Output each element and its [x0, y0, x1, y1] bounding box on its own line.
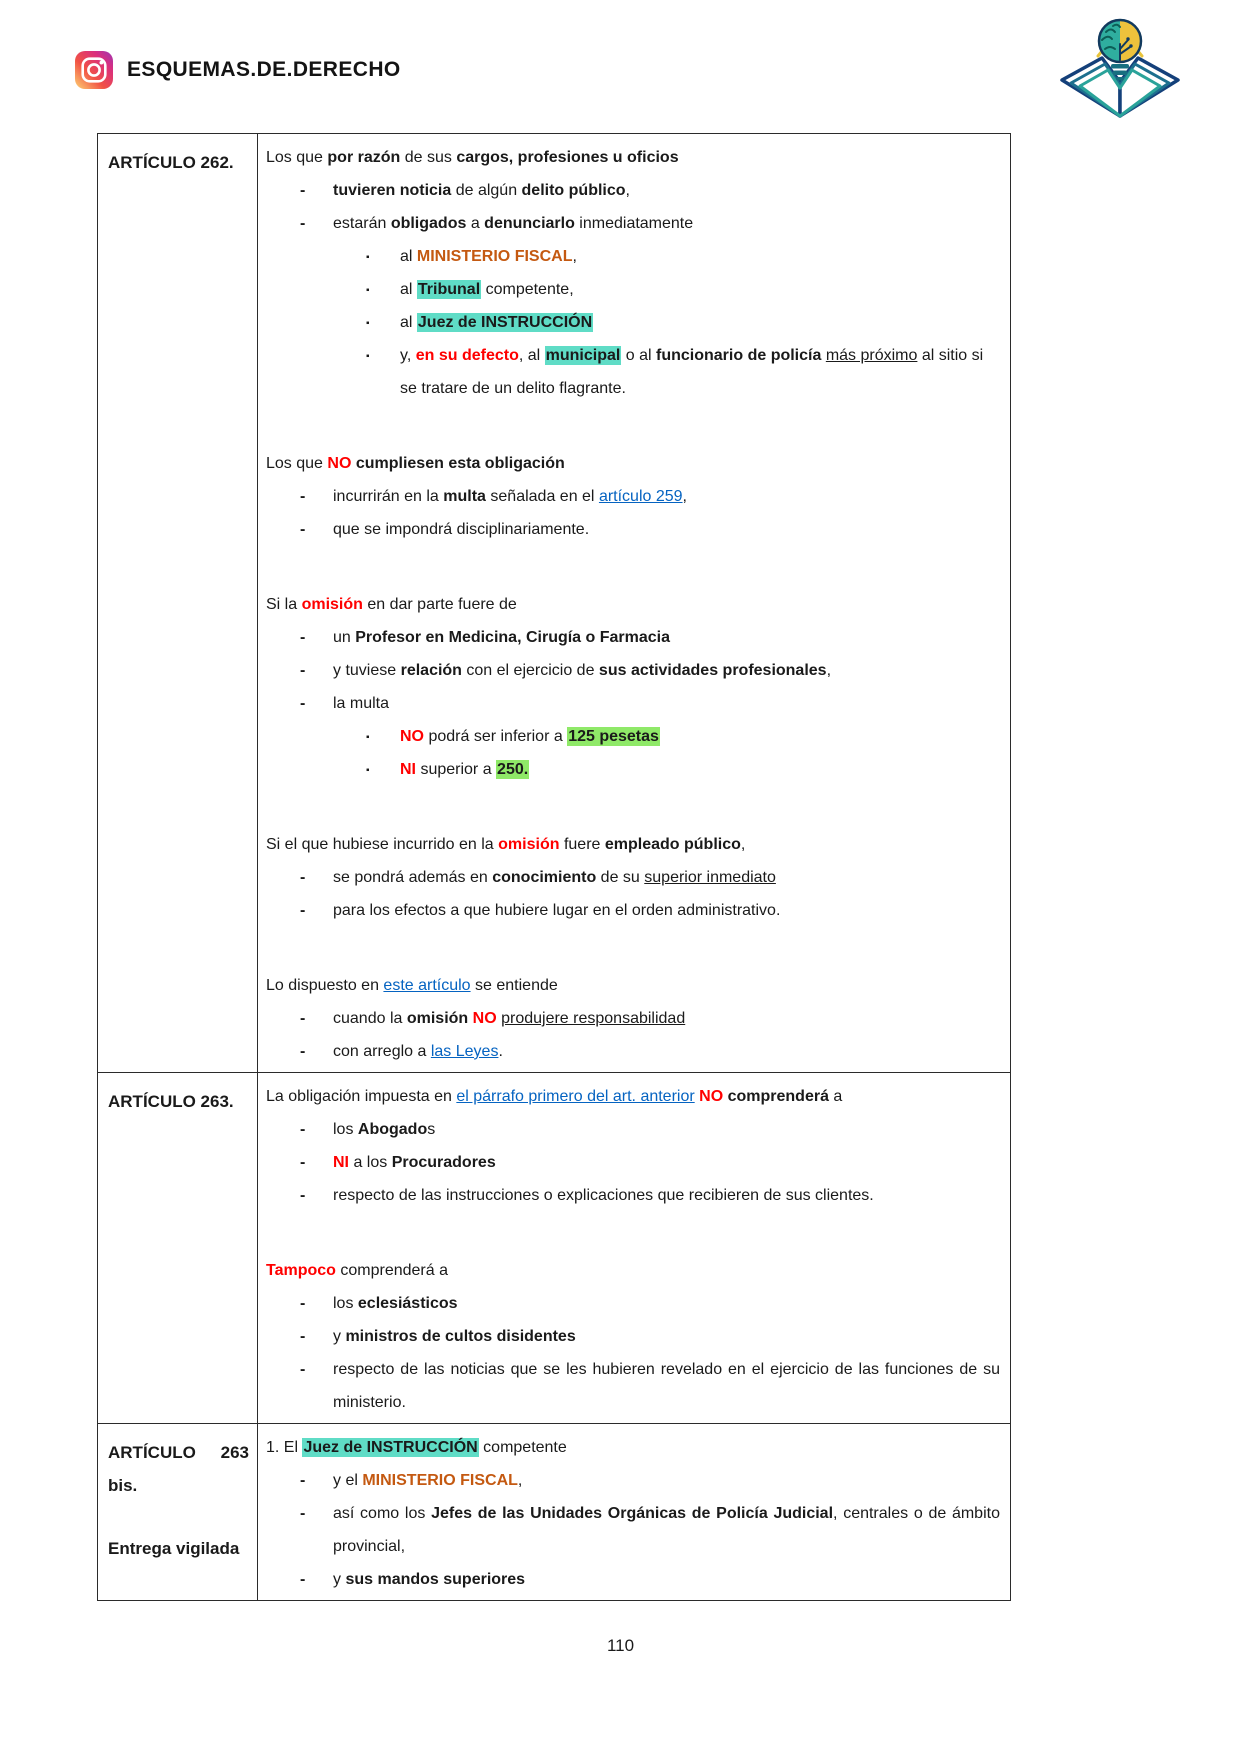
content-paragraph — [266, 306, 1000, 339]
content-paragraph — [266, 174, 1000, 207]
text-segment: NO — [327, 455, 352, 472]
dash-bullet-icon: - — [300, 1571, 306, 1588]
article-link[interactable]: artículo 259 — [598, 488, 683, 505]
text-segment: inmediatamente — [574, 215, 694, 232]
dash-bullet-icon: - — [300, 1121, 306, 1138]
text-segment: en dar parte fuere de — [362, 596, 517, 613]
dash-bullet-icon: - — [300, 1187, 306, 1204]
text-segment: produjere responsabilidad — [501, 1010, 686, 1027]
article-label-cell — [98, 1424, 258, 1600]
article-content-cell — [258, 1073, 1010, 1423]
paragraph-spacer — [266, 786, 1000, 828]
text-segment: . — [498, 1043, 503, 1060]
text-segment: omisión — [498, 836, 560, 853]
text-segment: tuvieren noticia — [333, 182, 452, 199]
text-segment: al — [400, 314, 417, 331]
text-segment: ARTÍCULO 263 bis. — [108, 1443, 249, 1495]
text-segment: Tribunal — [417, 281, 481, 298]
text-segment: incurrirán en la — [333, 488, 444, 505]
text-segment: superior inmediato — [644, 869, 776, 886]
article-link[interactable]: este artículo — [383, 977, 471, 994]
text-segment: comprenderá — [727, 1088, 829, 1105]
content-paragraph — [266, 861, 1000, 894]
content-paragraph — [266, 273, 1000, 306]
text-segment: NO — [699, 1088, 724, 1105]
text-segment: a los — [349, 1154, 392, 1171]
text-segment: al — [400, 281, 417, 298]
content-paragraph — [266, 1464, 1000, 1497]
text-segment: cuando la — [333, 1010, 407, 1027]
dash-bullet-icon: - — [300, 662, 306, 679]
dash-bullet-icon: - — [300, 1328, 306, 1345]
text-segment: y tuviese — [333, 662, 401, 679]
content-paragraph — [266, 1080, 1000, 1113]
schema-table — [97, 133, 1011, 1601]
text-segment: sus mandos superiores — [345, 1571, 526, 1588]
content-paragraph — [266, 1113, 1000, 1146]
text-segment: podrá ser inferior a — [424, 728, 568, 745]
text-segment: delito público — [521, 182, 626, 199]
table-row-articulo-262 — [98, 134, 1010, 1073]
text-segment: , — [682, 488, 687, 505]
text-segment: se pondrá además en — [333, 869, 493, 886]
article-content-cell — [258, 1424, 1010, 1600]
instagram-handle: ESQUEMAS.DE.DERECHO — [127, 58, 401, 81]
instagram-icon — [74, 50, 114, 90]
text-segment: con el ejercicio de — [461, 662, 599, 679]
article-label — [108, 1532, 249, 1565]
text-segment: Procuradores — [391, 1154, 496, 1171]
square-bullet-icon: ▪ — [366, 252, 370, 263]
text-segment: Juez de INSTRUCCIÓN — [417, 314, 593, 331]
text-segment: fuere — [559, 836, 605, 853]
text-segment: ARTÍCULO 262. — [108, 153, 234, 172]
dash-bullet-icon: - — [300, 629, 306, 646]
dash-bullet-icon: - — [300, 902, 306, 919]
text-segment: , al — [518, 347, 545, 364]
content-paragraph — [266, 1353, 1000, 1419]
text-segment: sus actividades profesionales — [598, 662, 827, 679]
text-segment: de su — [596, 869, 645, 886]
text-segment: y el — [333, 1472, 363, 1489]
text-segment: conocimiento — [492, 869, 597, 886]
text-segment: , — [826, 662, 832, 679]
text-segment: ARTÍCULO 263. — [108, 1092, 234, 1111]
square-bullet-icon: ▪ — [366, 285, 370, 296]
text-segment: Jefes de las Unidades Orgánicas de Policía Judicial — [431, 1505, 834, 1522]
text-segment: los — [333, 1121, 358, 1138]
text-segment: competente — [478, 1439, 567, 1456]
text-segment: y — [333, 1571, 346, 1588]
content-paragraph — [266, 1431, 1000, 1464]
text-segment: y — [333, 1328, 346, 1345]
article-link[interactable]: las Leyes — [430, 1043, 499, 1060]
text-segment: de sus — [400, 149, 457, 166]
text-segment: Entrega vigilada — [108, 1539, 240, 1558]
article-link[interactable]: el párrafo primero del art. anterior — [456, 1088, 695, 1105]
text-segment: 250. — [497, 761, 529, 778]
content-paragraph — [266, 1035, 1000, 1068]
paragraph-spacer — [266, 927, 1000, 969]
text-segment: Lo dispuesto en — [266, 977, 384, 994]
text-segment: Abogado — [357, 1121, 428, 1138]
paragraph-spacer — [266, 405, 1000, 447]
dash-bullet-icon: - — [300, 869, 306, 886]
text-segment: omisión — [406, 1010, 469, 1027]
text-segment: ministros de cultos disidentes — [345, 1328, 576, 1345]
content-paragraph — [266, 1320, 1000, 1353]
text-segment: señalada en el — [485, 488, 599, 505]
dash-bullet-icon: - — [300, 1043, 306, 1060]
content-paragraph — [266, 894, 1000, 927]
text-segment: así como los — [333, 1505, 432, 1522]
dash-bullet-icon: - — [300, 182, 306, 199]
text-segment: 1. El — [266, 1439, 303, 1456]
content-paragraph — [266, 207, 1000, 240]
text-segment: empleado público — [604, 836, 741, 853]
text-segment: Los que — [266, 455, 328, 472]
content-paragraph — [266, 720, 1000, 753]
content-paragraph — [266, 969, 1000, 1002]
text-segment: , — [572, 248, 577, 265]
content-paragraph — [266, 339, 1000, 405]
content-paragraph — [266, 1254, 1000, 1287]
text-segment: , — [517, 1472, 523, 1489]
article-label-cell — [98, 134, 258, 1072]
text-segment: respecto de las noticias que se les hubieren revelado en el ejercicio de las funciones de su ministerio. — [333, 1361, 1000, 1411]
text-segment: omisión — [301, 596, 363, 613]
text-segment: al sitio si se tratare de un delito flagrante. — [400, 347, 984, 397]
dash-bullet-icon: - — [300, 1154, 306, 1171]
text-segment: competente, — [481, 281, 574, 298]
text-segment: , — [625, 182, 630, 199]
text-segment: obligados — [390, 215, 467, 232]
dash-bullet-icon: - — [300, 695, 306, 712]
text-segment: con arreglo a — [333, 1043, 431, 1060]
table-row-articulo-263 — [98, 1073, 1010, 1424]
dash-bullet-icon: - — [300, 1295, 306, 1312]
text-segment: superior a — [416, 761, 497, 778]
text-segment: NO — [400, 728, 424, 745]
square-bullet-icon: ▪ — [366, 732, 370, 743]
text-segment: , centrales o de ámbito provincial, — [333, 1505, 1000, 1555]
instagram-brand — [74, 50, 401, 90]
text-segment: municipal — [545, 347, 621, 364]
content-paragraph — [266, 621, 1000, 654]
text-segment: de algún — [451, 182, 522, 199]
text-segment: al — [400, 248, 417, 265]
article-label-cell — [98, 1073, 258, 1423]
content-paragraph — [266, 141, 1000, 174]
content-paragraph — [266, 1146, 1000, 1179]
text-segment: Los que — [266, 149, 328, 166]
article-label — [108, 1085, 249, 1118]
text-segment: Tampoco — [266, 1262, 336, 1279]
text-segment: 125 pesetas — [568, 728, 659, 745]
article-label — [108, 1436, 249, 1502]
text-segment: cargos, profesiones u oficios — [456, 149, 679, 166]
content-paragraph — [266, 480, 1000, 513]
table-row-articulo-263-bis — [98, 1424, 1010, 1600]
content-paragraph — [266, 1002, 1000, 1035]
text-segment: por razón — [327, 149, 401, 166]
text-segment: multa — [443, 488, 486, 505]
content-paragraph — [266, 1287, 1000, 1320]
text-segment: MINISTERIO FISCAL — [416, 248, 573, 265]
square-bullet-icon: ▪ — [366, 318, 370, 329]
content-paragraph — [266, 1563, 1000, 1596]
text-segment: para los efectos a que hubiere lugar en el orden administrativo. — [333, 902, 781, 919]
square-bullet-icon: ▪ — [366, 351, 370, 362]
text-segment: NO — [472, 1010, 497, 1027]
square-bullet-icon: ▪ — [366, 765, 370, 776]
content-paragraph — [266, 1179, 1000, 1212]
text-segment: la multa — [333, 695, 390, 712]
text-segment: a — [828, 1088, 843, 1105]
text-segment: La obligación impuesta en — [266, 1088, 457, 1105]
text-segment: relación — [400, 662, 462, 679]
content-paragraph — [266, 1497, 1000, 1563]
paragraph-spacer — [266, 1212, 1000, 1254]
text-segment: NI — [400, 761, 416, 778]
paragraph-spacer — [108, 1502, 249, 1532]
content-paragraph — [266, 513, 1000, 546]
dash-bullet-icon: - — [300, 488, 306, 505]
text-segment: Si la — [266, 596, 302, 613]
article-label — [108, 146, 249, 179]
content-paragraph — [266, 828, 1000, 861]
text-segment: un — [333, 629, 356, 646]
page-number: 110 — [606, 1636, 635, 1655]
text-segment: s — [427, 1121, 436, 1138]
text-segment: eclesiásticos — [357, 1295, 458, 1312]
dash-bullet-icon: - — [300, 521, 306, 538]
text-segment: respecto de las instrucciones o explicaciones que recibieren de sus clientes. — [333, 1187, 874, 1204]
text-segment: Si el que hubiese incurrido en la — [266, 836, 499, 853]
dash-bullet-icon: - — [300, 1505, 306, 1522]
text-segment: los — [333, 1295, 358, 1312]
text-segment: y, — [400, 347, 416, 364]
text-segment: estarán — [333, 215, 391, 232]
text-segment: que se impondrá disciplinariamente. — [333, 521, 590, 538]
text-segment: , — [740, 836, 746, 853]
page-footer — [0, 1636, 1241, 1656]
dash-bullet-icon: - — [300, 215, 306, 232]
brain-lightbulb-book-logo — [1050, 12, 1190, 130]
paragraph-spacer — [266, 546, 1000, 588]
text-segment: denunciarlo — [484, 215, 575, 232]
text-segment: comprenderá a — [335, 1262, 448, 1279]
text-segment: funcionario de policía — [656, 347, 822, 364]
article-content-cell — [258, 134, 1010, 1072]
content-paragraph — [266, 687, 1000, 720]
content-paragraph — [266, 588, 1000, 621]
text-segment: o al — [621, 347, 657, 364]
dash-bullet-icon: - — [300, 1010, 306, 1027]
content-paragraph — [266, 654, 1000, 687]
dash-bullet-icon: - — [300, 1472, 306, 1489]
dash-bullet-icon: - — [300, 1361, 306, 1378]
text-segment: a — [466, 215, 485, 232]
text-segment: cumpliesen esta obligación — [355, 455, 565, 472]
content-paragraph — [266, 753, 1000, 786]
text-segment: Profesor en Medicina, Cirugía o Farmacia — [355, 629, 671, 646]
text-segment: más próximo — [825, 347, 918, 364]
text-segment: en su defecto — [415, 347, 519, 364]
text-segment: se entiende — [470, 977, 558, 994]
content-paragraph — [266, 240, 1000, 273]
text-segment: MINISTERIO FISCAL — [362, 1472, 518, 1489]
content-paragraph — [266, 447, 1000, 480]
text-segment: Juez de INSTRUCCIÓN — [303, 1439, 478, 1456]
text-segment: NI — [333, 1154, 349, 1171]
